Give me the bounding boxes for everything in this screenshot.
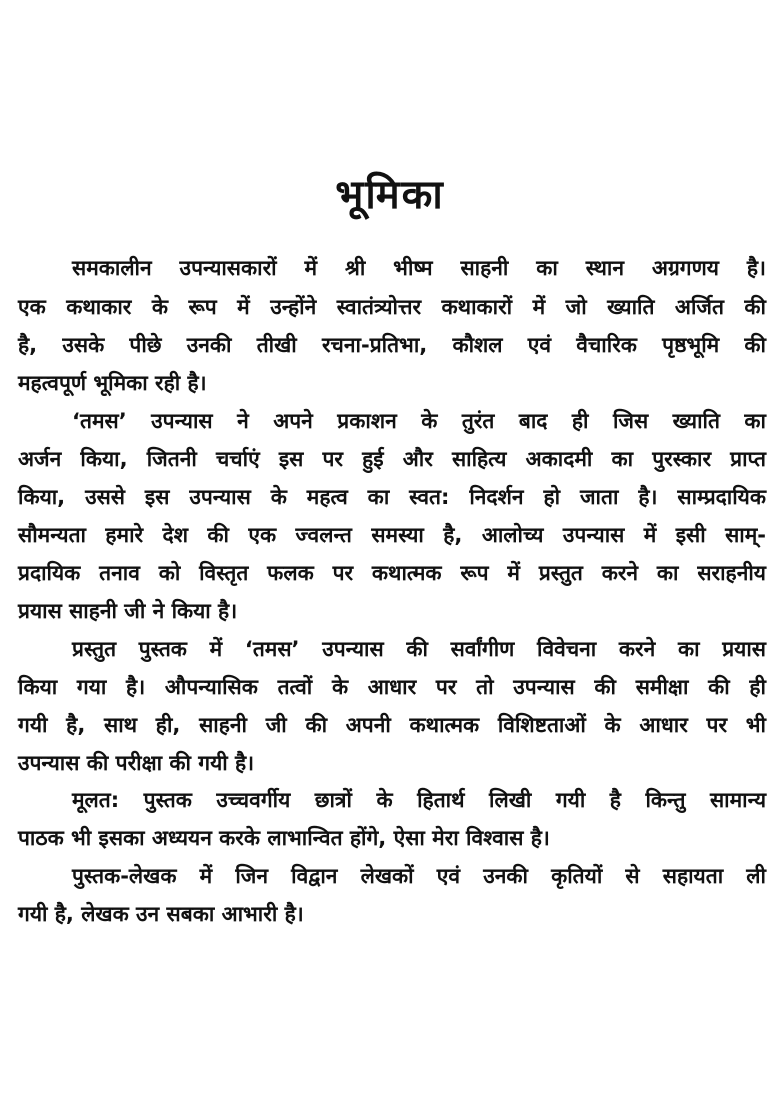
text-line: महत्वपूर्ण भूमिका रही है। — [18, 371, 207, 395]
text-line: उपन्यास की परीक्षा की गयी है। — [18, 751, 255, 775]
text-line: समकालीन उपन्यासकारों में श्री भीष्म साहनी का स्थान अग्रगणय है। — [72, 256, 766, 280]
text-line: है, उसके पीछे उनकी तीखी रचना-प्रतिभा, कौशल एवं वैचारिक पृष्ठभूमि की — [18, 333, 766, 357]
text-line: ‘तमस’ उपन्यास ने अपने प्रकाशन के तुरंत बाद ही जिस ख्याति का — [72, 409, 766, 433]
text-line: अर्जन किया, जितनी चर्चाएं इस पर हुई और साहित्य अकादमी का पुरस्कार प्राप्त — [18, 447, 766, 471]
text-line: प्रदायिक तनाव को विस्तृत फलक पर कथात्मक रूप में प्रस्तुत करने का सराहनीय — [18, 561, 766, 585]
text-line: पुस्तक-लेखक में जिन विद्वान लेखकों एवं उनकी कृतियों से सहायता ली — [72, 864, 766, 888]
text-line: एक कथाकार के रूप में उन्होंने स्वातंत्र्योत्तर कथाकारों में जो ख्याति अर्जित की — [18, 295, 766, 319]
text-line: मूलत: पुस्तक उच्चवर्गीय छात्रों के हितार्थ लिखी गयी है किन्तु सामान्य — [72, 788, 766, 812]
page-title: भूमिका — [335, 172, 445, 218]
text-line: प्रयास साहनी जी ने किया है। — [18, 599, 238, 623]
text-line: किया गया है। औपन्यासिक तत्वों के आधार पर तो उपन्यास की समीक्षा की ही — [18, 675, 766, 699]
text-line: पाठक भी इसका अध्ययन करके लाभान्वित होंगे, ऐसा मेरा विश्वास है। — [18, 826, 550, 850]
text-line: सौमन्यता हमारे देश की एक ज्वलन्त समस्या है, आलोच्य उपन्यास में इसी साम्- — [18, 523, 766, 547]
text-line: प्रस्तुत पुस्तक में ‘तमस’ उपन्यास की सर्वांगीण विवेचना करने का प्रयास — [72, 637, 766, 661]
text-line: गयी है, लेखक उन सबका आभारी है। — [18, 902, 304, 926]
text-line: गयी है, साथ ही, साहनी जी की अपनी कथात्मक विशिष्टताओं के आधार पर भी — [18, 713, 766, 737]
text-line: किया, उससे इस उपन्यास के महत्व का स्वत: निदर्शन हो जाता है। साम्प्रदायिक — [18, 485, 766, 509]
